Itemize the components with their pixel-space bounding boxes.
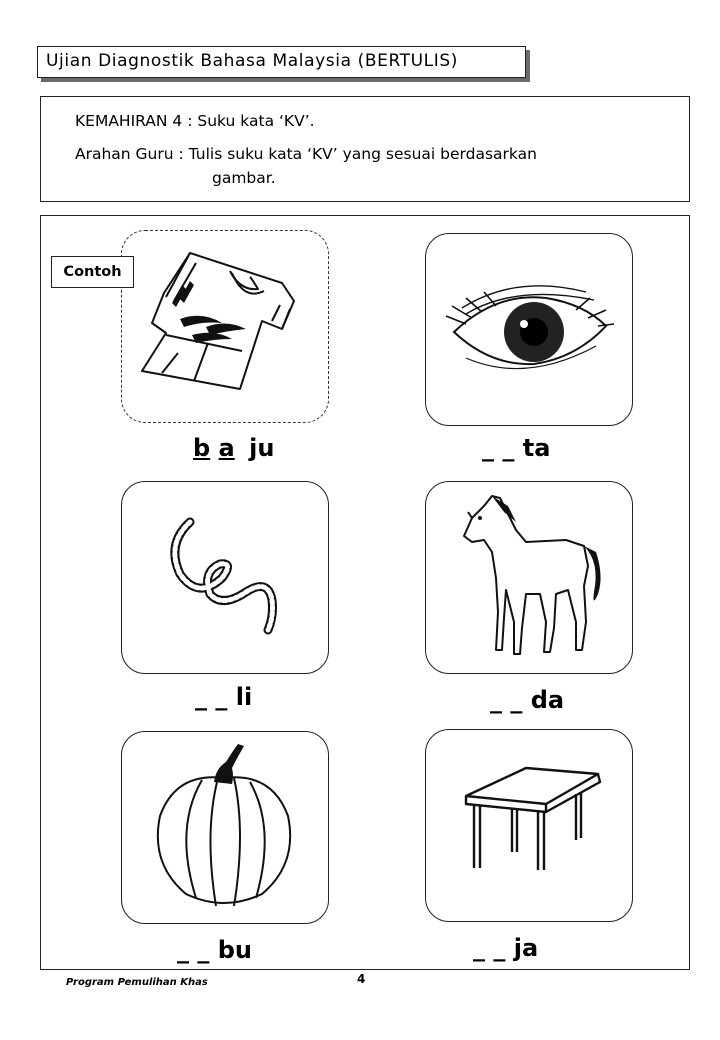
eye-picture-card [425,233,633,426]
instruction-line-2: gambar. [212,169,276,187]
instruction-text: Tulis suku kata ‘KV’ yang sesuai berdasarkan [188,145,537,163]
horse-suffix: da [530,686,565,714]
eye-illustration [426,234,632,425]
page-number: 4 [357,972,366,986]
eye-suffix: ta [522,434,551,462]
skill-label: KEMAHIRAN 4 : [75,112,193,130]
example-suffix: ju [249,434,275,462]
program-name: Program Pemulihan Khas [66,977,208,988]
pumpkin-illustration [122,732,328,923]
horse-illustration [426,482,632,673]
rope-answer [195,683,252,711]
rope-suffix: li [235,683,253,711]
pumpkin-blank: _ _ [177,936,210,964]
pumpkin-picture-card [121,731,329,924]
example-answer [193,434,274,462]
instruction-label: Arahan Guru : [75,145,184,163]
shirt-illustration [122,231,328,422]
eye-answer [482,434,550,462]
worksheet-title-box [37,46,526,78]
worksheet-title: Ujian Diagnostik Bahasa Malaysia (BERTULIS) [46,51,458,71]
table-blank: _ _ [473,934,506,962]
example-blank-1: b [193,434,211,462]
skill-line [75,112,315,130]
rope-picture-card [121,481,329,674]
table-answer [473,934,538,962]
example-picture-card [121,230,329,423]
horse-picture-card [425,481,633,674]
example-tag: Contoh [51,256,134,288]
rope-blank: _ _ [195,683,228,711]
table-picture-card [425,729,633,922]
skill-value: Suku kata ‘KV’. [197,112,315,130]
pumpkin-answer [177,936,252,964]
table-illustration [426,730,632,921]
example-blank-2: a [218,434,235,462]
horse-blank: _ _ [490,686,523,714]
eye-blank: _ _ [482,434,515,462]
instruction-box [40,96,690,202]
pumpkin-suffix: bu [217,936,252,964]
horse-answer [490,686,564,714]
table-suffix: ja [513,934,539,962]
rope-illustration [122,482,328,673]
instruction-line [75,145,537,163]
